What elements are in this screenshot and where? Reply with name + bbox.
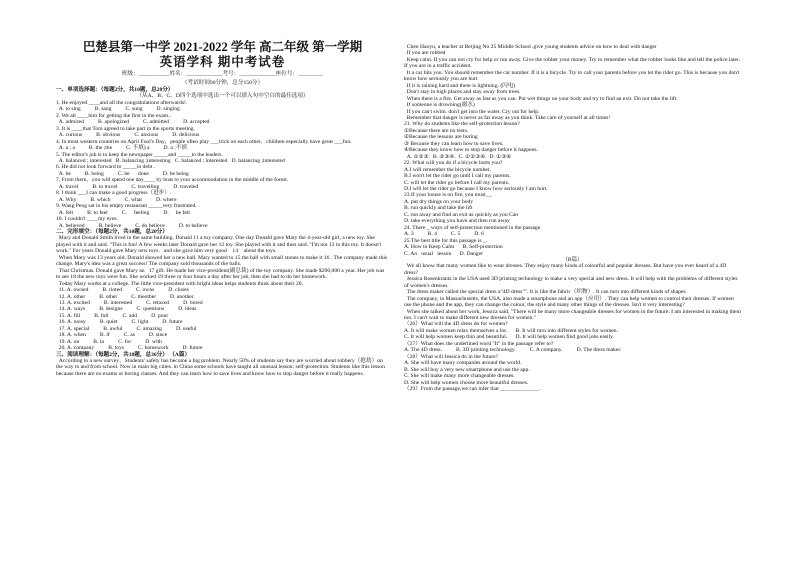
- left-line: 15. A. fill B. full C. add D. pour: [56, 312, 169, 319]
- right-line: When she talked about her work, Jessica said, "There will be many more changeable dresses for women in the future. I am interested in making them too. I can't wait to make different new dresses for women.": [404, 308, 743, 322]
- left-line: 4. In most western countries on April Fool's Day，people often play ___trick on each other，children especially have great ___fun.: [56, 138, 352, 145]
- right-line: The company, in Massachusetts, the USA, also made a smartphone and an app（应用）. They can help women to control their dresses. If women use the phone and the app, they can change the colour, the style and many other things of the dresses. Isn't it very interesting?: [404, 295, 736, 309]
- right-line: C. will let the rider go before I call my parents.: [404, 179, 510, 186]
- left-line: 20. A. company B. toys C. homework D. future: [56, 345, 203, 352]
- left-line: 10. I couldn't ____my eyes.: [56, 216, 118, 223]
- student-info-line: 班级：___________姓名：_____________考号：_____________座位号：_________: [121, 71, 324, 77]
- right-line: Keep calm. If you can not cry for help or run away. Give the robber your money. Try to remember what the robber looks like and tell the police later. If you are in a traffic accident.: [404, 56, 742, 70]
- left-line: A. to sing B. sang C. sung D. singing: [56, 106, 180, 113]
- right-line: 23.If your house is on fire, you must__.: [404, 192, 493, 199]
- right-line: If you are robbed: [404, 50, 446, 57]
- left-line: A. a ; a B. the ;the C. 不填) a D. a ;不填: [56, 145, 187, 152]
- left-line: 17. A. special B. awful C. amazing D. useful: [56, 325, 197, 332]
- left-line: That Christmas. Donald gave Mary an 17 gift. He made her vice-president(副总裁) of the toy company. She made $200,000 a year. Her job was to see 18 the new toys were fun. She worked 19 three or four hours a day after her job, then she had to do her homework.: [56, 267, 386, 281]
- exam-title: 巴楚县第一中学 2021-2022 学年 高二年级 第一学期: [82, 40, 363, 54]
- right-line: （29）From the passage,we can infer that ______________.: [404, 386, 541, 393]
- right-line: B. run quickly and take the lift: [404, 205, 473, 212]
- right-line: D. She will help women choose more beautiful dresses.: [404, 379, 529, 386]
- right-line: If you can't swim. don't get into the water. Cry out for help.: [404, 108, 540, 115]
- right-line: Chen Haoyu, a teacher at Beijing No 25 Middle School .give young students advice on how to deal with danger: [404, 44, 657, 50]
- right-line: A.I will remember the bicycle number.: [404, 166, 491, 173]
- left-line: A. balanced ; interested B. balancing ;interesting C. balanced ; interested D. balancing ;interested: [56, 157, 285, 164]
- right-line: Don't stay in high places and stay away from trees.: [404, 89, 521, 96]
- left-line: 11. A. owned B. rioted C. owns D. closes: [56, 287, 189, 294]
- right-line: C. She will make many more changeable dresses.: [404, 373, 515, 380]
- right-line: C. run away and find an exit as quickly as you Can: [404, 211, 519, 218]
- right-line: If someone is drowning(溺水): [404, 102, 475, 109]
- left-line: A. travel B. to travel C. travelling D. traveled: [56, 183, 199, 190]
- right-line: A. She will have many companies around the world.: [404, 360, 522, 367]
- left-line: A. felt B. to feel C. feeling D. be felt: [56, 209, 190, 216]
- left-line: 18. A. when B. if C. as D. since: [56, 332, 168, 339]
- right-line: （28）What will Jessica do in the future?: [404, 353, 499, 360]
- left-body: [56, 87, 389, 377]
- right-line: Remember that danger is never as far away as you think. Take care of yourself at all times!: [404, 114, 611, 121]
- right-line: （B篇）: [562, 256, 583, 263]
- right-line: C. An usual lesson D. Danger: [404, 250, 483, 257]
- right-line: 21. Why do students like the self-protection lesson?: [404, 121, 520, 128]
- right-line: When there is a fire. Get away as fast as you can. Put wet things on your body and try to find an exit. Do not take the lift.: [404, 95, 678, 102]
- left-line: A. believed B. believe C. do believe D. to believe: [56, 222, 208, 229]
- right-body: [404, 44, 741, 392]
- left-line: 2. We all ____him for getting the first in the exam..: [56, 112, 171, 119]
- exam-subtitle: 英语学科 期中考试卷: [159, 55, 286, 69]
- right-line: （27）What does the underlined word "It" in the passage refer to?: [404, 340, 554, 347]
- left-line: A. be B. being C. be done D. be being: [56, 170, 189, 177]
- right-column: [404, 44, 741, 392]
- right-line: If it is raining hard and there is lightning. (闪电): [404, 82, 516, 89]
- right-line: A. put dry things on your body: [404, 198, 474, 205]
- right-line: The dress maker called the special dress a"4D dress"". It is like the fabric（织物）. It can turn into different kinds of shapes.: [404, 289, 687, 296]
- left-line: 5. The editor's job is to keep the newspaper _____and _____to the leaders.: [56, 151, 223, 158]
- left-line: Mary and Donald Smith lived in the same building. Donald 11 a toy company. One day Donald gave Mary the 4-year-old girl, a new toy. She played with it and said. "This is fun! A few weeks later Donald gave her 12 toy. She played with it and then said. "I'm not 13 in this toy. It doesn't work." For years Donald gave Mary new toys. and she gave him very good 14 about the toys.: [56, 235, 383, 255]
- left-line: （从A、B、C、D四个选项中选出一个可以填入句中空白的最佳选项）: [136, 93, 309, 100]
- right-line: （26）What will the 4D dress do for women?: [404, 321, 508, 328]
- right-line: Jessica Rosenkrantz in the USA used 3D printing technology to make a very special and new dress. It will help with the problems of different styles of women's dresses.: [404, 276, 739, 289]
- left-line: 1. He enjoyed ____and all the congratulations afterwards!.: [56, 99, 188, 106]
- left-line: 12. A. other B. other C. theother D. another: [56, 293, 194, 300]
- left-line: When Mary was 13 years old. Donald showed her a new ball. Mary wanted to 15 the ball with small stones to make it 16 . The company made this change. Mary's idea was a great success! The company sold thousands of the balls.: [56, 254, 389, 268]
- section-heading: 三、阅读理解：（每题2分，共18题，总36分） （A篇）: [56, 351, 191, 358]
- right-line: 24. There _ ways of self-protection mentioned in the passage.: [404, 224, 542, 231]
- right-line: ①Because there are no tests.: [404, 127, 469, 134]
- right-line: B.I won't let the rider go until I call my parents.: [404, 173, 511, 180]
- left-line: 14. A. ways B. designs C. questions D. ideas: [56, 306, 197, 313]
- right-line: It a car hits you. You should remember the car number. If it is a bicycle. Try to call your parents before you let the rider go. This is because you don't know how seriously you are hurt: [404, 69, 741, 83]
- left-line: A. admired B. apologized C. admitted D. accepted: [56, 119, 210, 126]
- left-line: 3. It is ____that Tom agreed to take part in the sports meeting.: [56, 125, 196, 132]
- section-heading: 二、完形填空：（每题2分，共10题，总20分）: [56, 228, 168, 235]
- left-column: [56, 40, 389, 377]
- right-line: A. It will make women relax themselves a lot. B. It will turn into different styles for women.: [404, 327, 618, 334]
- right-line: D.I will let the rider go because I know how seriously I am hurt.: [404, 185, 548, 192]
- left-line: 8. I think ___I can make a good progress（进步）.: [56, 190, 172, 197]
- right-line: A. The 4D dress. B. 3D printing technology. C. A company. D. The dress maker.: [404, 347, 622, 354]
- right-line: A. ①②③. B. ②③④. C. ①②③④. D. ①③④: [404, 153, 512, 160]
- right-line: ④Because they know how to stop danger before it happens.: [404, 147, 538, 154]
- left-line: 9. Wang Peng sat in his empty restaurant _____very frustrated. .: [56, 203, 200, 210]
- right-line: 22. What will you do if a bicycle hurts you?: [404, 160, 503, 167]
- right-line: B. She will buy a very new smartphone and use the app.: [404, 366, 530, 373]
- left-line: According to a new survey，Students' safety has become a big problem .Nearly 50% of students say they are worried about robbery（抢劫）on the way to and from school. Now in main big cities. in China some schools have taught all unusual lesson: self-protection. Students like this lesson because there are no exams or boring classes. And they can learn how to save lives and know how to stop danger before it really happens.: [56, 358, 387, 377]
- right-line: C. It will help women keep thin and beautiful. D. It will help women find good jobs easily.: [404, 334, 614, 341]
- left-line: 13. A. excited B. interested C. relaxed D. bored: [56, 299, 203, 306]
- time-note: （考试时间90分钟，总分150分）: [181, 80, 264, 86]
- left-line: 19. A. on B. in C. for D. with: [56, 338, 162, 345]
- left-line: 6. He did not look forward to _____in debt .: [56, 164, 155, 171]
- left-line: A. curious B. obvious C. anxious D. delicious: [56, 132, 200, 139]
- right-line: ②Because the lessons are boring: [404, 134, 478, 141]
- left-line: A. Why B. which C. what D. where: [56, 196, 177, 203]
- right-line: 25.The best title for this passage is _.: [404, 237, 488, 244]
- right-line: We all know that many women like to wear dresses. They enjoy many kinds of colourful and popular dresses. But have you ever heard of a 4D dress?: [404, 263, 728, 276]
- left-line: Today Mary works at a college. The little vice-president with bright ideas helps students think about their 20.: [56, 280, 303, 287]
- right-line: D. take everything you have and then run away: [404, 218, 510, 225]
- right-line: A. 3 B. 4 C. 5 D. 6: [404, 231, 484, 238]
- left-line: 16. A. noisy B. quiet C. light D. future: [56, 319, 183, 326]
- right-line: ③ Because they can learn how to save lives.: [404, 140, 504, 147]
- section-heading: 一、单项选择题：（每题2分，共10题，总20分）: [56, 87, 174, 93]
- left-line: 7. From there，you will spend one day____ by boat to your accommodation in the middle of the forest.: [56, 177, 289, 184]
- right-line: A. How to Keep Calm B. Self-protection: [404, 244, 503, 251]
